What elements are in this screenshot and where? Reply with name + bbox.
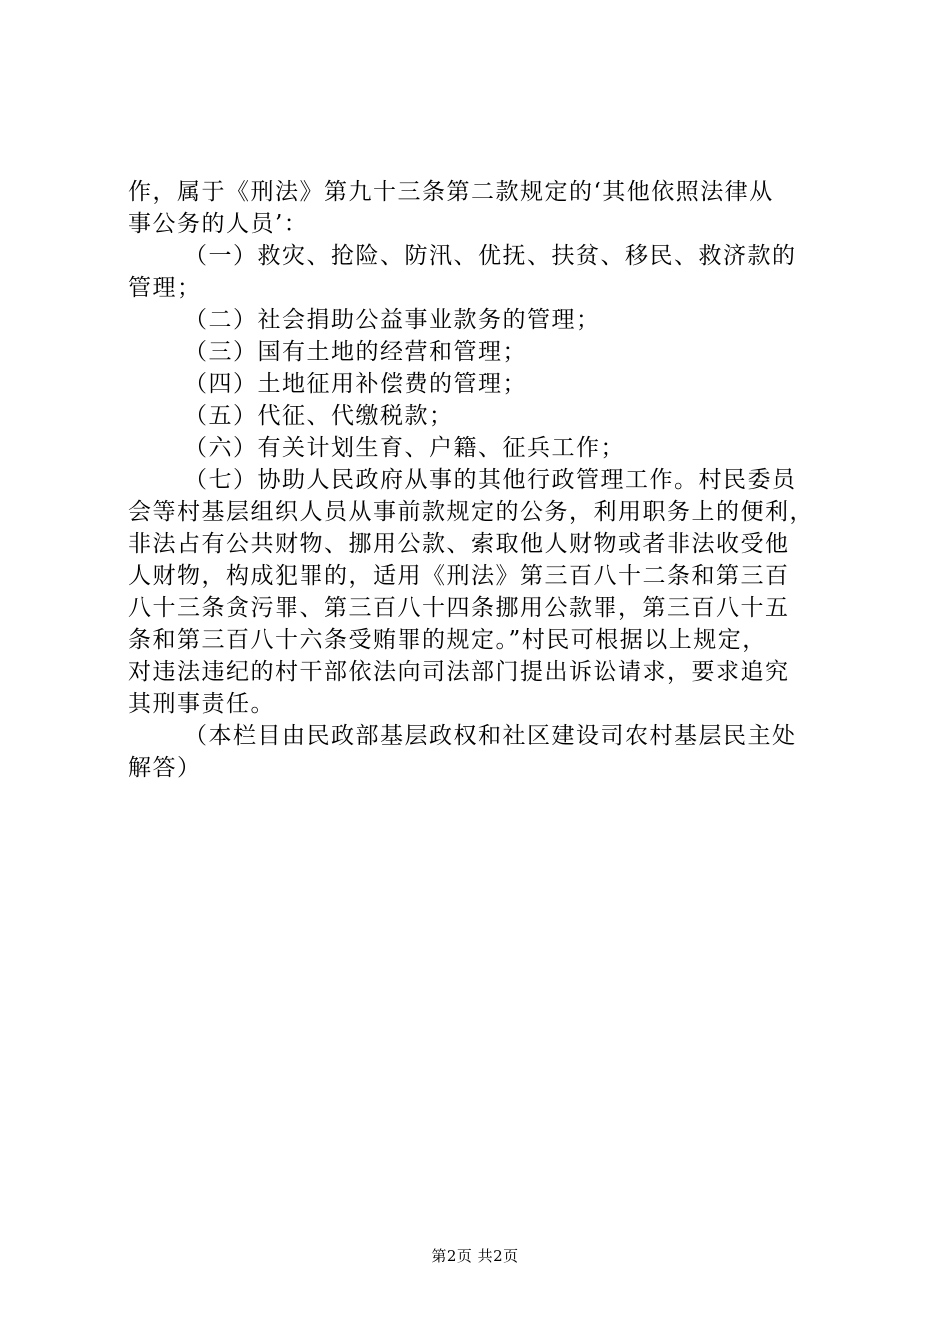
list-item-4: （四）土地征用补偿费的管理； xyxy=(184,371,527,397)
text-line: 非法占有公共财物、挪用公款、索取他人财物或者非法收受他 xyxy=(128,531,790,557)
list-item-5: （五）代征、代缴税款； xyxy=(184,403,454,429)
list-item-3: （三）国有土地的经营和管理； xyxy=(184,339,527,365)
page-number: 第2页 共2页 xyxy=(431,1247,519,1265)
list-item-1-line: （一）救灾、抢险、防汛、优抚、扶贫、移民、救济款的 xyxy=(184,243,797,269)
source-note-continuation: 解答） xyxy=(128,755,202,781)
list-item-2: （二）社会捐助公益事业款务的管理； xyxy=(184,307,601,333)
list-item-1-continuation: 管理； xyxy=(128,275,202,301)
text-line: 人财物，构成犯罪的，适用《刑法》第三百八十二条和第三百 xyxy=(128,563,790,589)
text-line: 事公务的人员’： xyxy=(128,211,309,237)
source-note-line: （本栏目由民政部基层政权和社区建设司农村基层民主处 xyxy=(184,723,797,749)
list-item-7-line: （七）协助人民政府从事的其他行政管理工作。村民委员 xyxy=(184,467,797,493)
text-line: 作，属于《刑法》第九十三条第二款规定的‘其他依照法律从 xyxy=(128,179,774,205)
text-line: 条和第三百八十六条受贿罪的规定。”村民可根据以上规定， xyxy=(128,627,767,653)
list-item-6: （六）有关计划生育、户籍、征兵工作； xyxy=(184,435,625,461)
text-line: 其刑事责任。 xyxy=(128,691,275,717)
text-line: 对违法违纪的村干部依法向司法部门提出诉讼请求，要求追究 xyxy=(128,659,790,685)
text-line: 会等村基层组织人员从事前款规定的公务，利用职务上的便利， xyxy=(128,499,814,525)
document-body xyxy=(128,176,834,784)
text-line: 八十三条贪污罪、第三百八十四条挪用公款罪，第三百八十五 xyxy=(128,595,790,621)
